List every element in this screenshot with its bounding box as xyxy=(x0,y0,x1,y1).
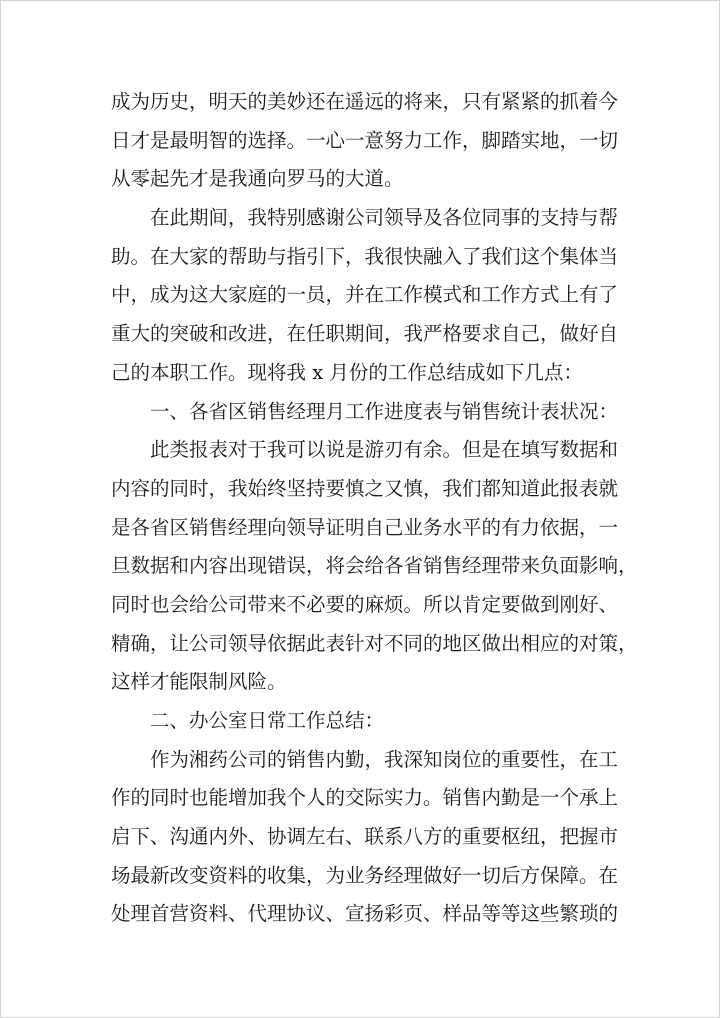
text-line: 重大的突破和改进，在任职期间，我严格要求自己，做好自 xyxy=(111,322,619,346)
text-line: 旦数据和内容出现错误，将会给各省销售经理带来负面影响， xyxy=(111,554,638,578)
text-line: 启下、沟通内外、协调左右、联系八方的重要枢纽，把握市 xyxy=(111,825,619,849)
text-line: 处理首营资料、代理协议、宣扬彩页、样品等等这些繁琐的 xyxy=(111,902,619,926)
section-heading: 二、办公室日常工作总结： xyxy=(150,709,385,732)
text-line: 己的本职工作。现将我 x 月份的工作总结成如下几点： xyxy=(111,360,583,384)
text-line: 这样才能限制风险。 xyxy=(111,670,287,694)
text-line: 此类报表对于我可以说是游刃有余。但是在填写数据和 xyxy=(150,438,619,462)
text-line: 中，成为这大家庭的一员，并在工作模式和工作方式上有了 xyxy=(111,283,619,307)
text-line: 在此期间，我特别感谢公司领导及各位同事的支持与帮 xyxy=(150,206,619,230)
text-line: 场最新改变资料的收集，为业务经理做好一切后方保障。在 xyxy=(111,863,619,887)
text-line: 精确，让公司领导依据此表针对不同的地区做出相应的对策， xyxy=(111,631,638,655)
text-line: 作为湘药公司的销售内勤，我深知岗位的重要性，在工 xyxy=(150,747,619,771)
text-line: 作的同时也能增加我个人的交际实力。销售内勤是一个承上 xyxy=(111,786,619,810)
text-line: 从零起先才是我通向罗马的大道。 xyxy=(111,167,404,191)
body-text xyxy=(111,83,638,934)
text-line: 是各省区销售经理向领导证明自己业务水平的有力依据，一 xyxy=(111,515,619,539)
text-line: 日才是最明智的选择。一心一意努力工作，脚踏实地，一切 xyxy=(111,128,619,152)
text-line: 助。在大家的帮助与指引下，我很快融入了我们这个集体当 xyxy=(111,244,619,268)
section-heading: 一、各省区销售经理月工作进度表与销售统计表状况： xyxy=(150,399,619,423)
text-line: 内容的同时，我始终坚持要慎之又慎，我们都知道此报表就 xyxy=(111,476,619,500)
text-line: 成为历史，明天的美妙还在遥远的将来，只有紧紧的抓着今 xyxy=(111,90,619,113)
text-line: 同时也会给公司带来不必要的麻烦。所以肯定要做到刚好、 xyxy=(111,592,619,616)
